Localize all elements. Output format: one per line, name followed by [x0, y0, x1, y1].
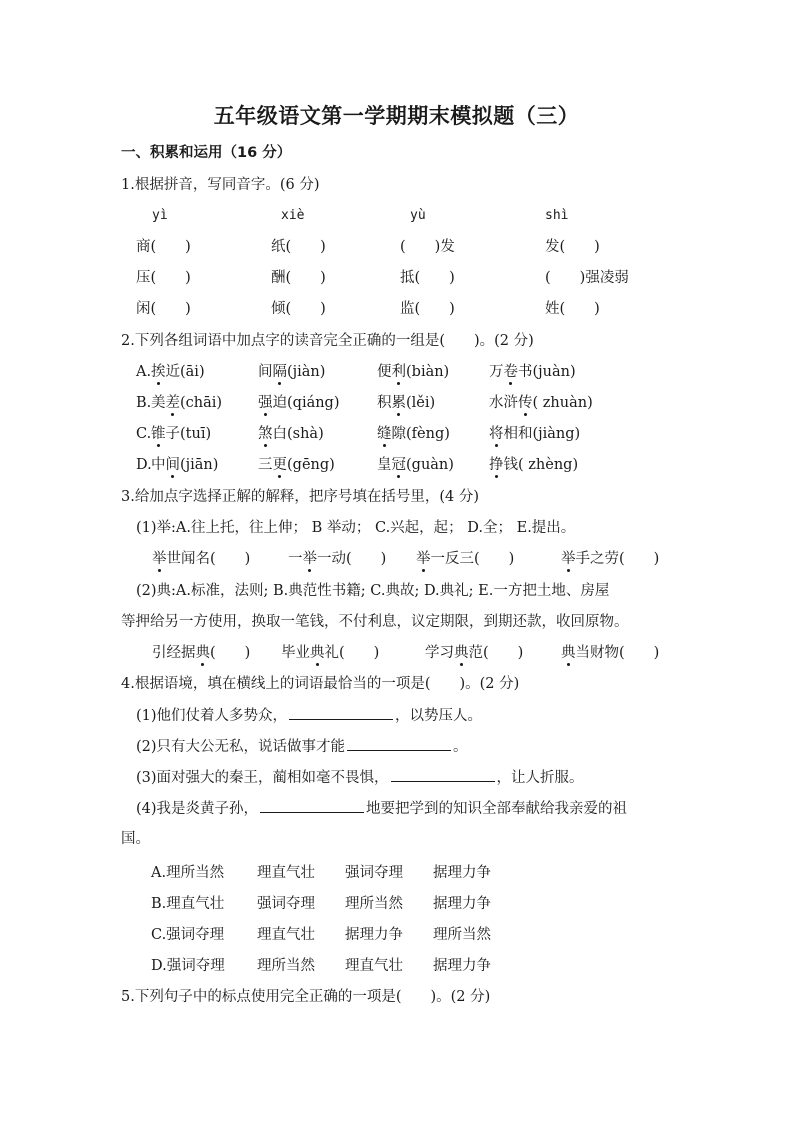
word-prefix: 中 [151, 457, 166, 473]
word-suffix: 子(tuī) [165, 426, 212, 442]
q4-s2-text-b: 。 [453, 739, 468, 755]
q1-cell: ( )发 [400, 239, 455, 255]
dotted-character: 煞 [258, 426, 273, 442]
q1-cell: 抵( ) [400, 270, 455, 286]
question-3-stem: 3.给加点字选择正解的解释，把序号填在括号里，(4 分) [121, 489, 479, 505]
question-2-stem: 2.下列各组词语中加点字的读音完全正确的一组是( )。(2 分) [121, 333, 534, 349]
q3-p2-item [425, 643, 523, 663]
word-suffix: 当财物( ) [575, 645, 660, 661]
q4-sentence-1 [136, 705, 482, 726]
q3-p2-word [281, 645, 379, 661]
dotted-character: 典 [454, 645, 469, 661]
q3-p2-word [152, 645, 250, 661]
q2-option-word-cell [489, 424, 580, 444]
dotted-character: 挣 [489, 457, 504, 473]
fill-blank[interactable] [289, 705, 393, 720]
q3-p1-item [561, 549, 659, 569]
dotted-character: 挨 [151, 364, 166, 380]
q4-option-phrase: 据理力争 [433, 865, 491, 881]
q2-option-word [489, 395, 593, 411]
dotted-character: 举 [416, 551, 431, 567]
dotted-character: 间 [165, 457, 180, 473]
q2-option-word [489, 426, 580, 442]
q2-option-word [258, 364, 325, 380]
dotted-character: 典 [310, 645, 325, 661]
q3-p1-item [152, 549, 250, 569]
q2-option-word [258, 395, 340, 411]
q4-s1-text-b: ，以势压人。 [395, 708, 483, 724]
q3-p2-item [281, 643, 379, 663]
word-suffix: 一动( ) [317, 551, 387, 567]
word-suffix: (jiàn) [287, 364, 326, 380]
q1-cell: 监( ) [400, 301, 455, 317]
q3-p2-word [561, 645, 659, 661]
q2-option-word-cell [151, 393, 222, 413]
q2-option-word [258, 457, 335, 473]
word-suffix: (jiān) [180, 457, 219, 473]
q1-cell: 酬( ) [271, 270, 326, 286]
fill-blank[interactable] [260, 798, 364, 813]
question-1-stem: 1.根据拼音，写同音字。(6 分) [121, 177, 320, 193]
q2-option-word-cell [258, 362, 325, 382]
q3-p2-item [152, 643, 250, 663]
word-prefix: 万 [489, 364, 504, 380]
q1-cell: 纸( ) [271, 239, 326, 255]
word-suffix: (gēng) [287, 457, 335, 473]
question-5-stem: 5.下列句子中的标点使用完全正确的一项是( )。(2 分) [121, 989, 491, 1005]
q4-option-phrase: 强词夺理 [345, 865, 403, 881]
dotted-character: 更 [272, 457, 287, 473]
q3-p1-word [152, 551, 250, 567]
dotted-character: 缝 [377, 426, 392, 442]
word-suffix: (biàn) [406, 364, 450, 380]
q2-option-word [377, 395, 435, 411]
q3-p2-word [425, 645, 523, 661]
q4-sentence-2 [136, 736, 468, 757]
q2-option-word-cell [377, 362, 449, 382]
q4-option-phrase: 据理力争 [433, 958, 491, 974]
q1-cell: 压( ) [136, 270, 191, 286]
page-title: 五年级语文第一学期期末模拟题（三） [213, 104, 580, 128]
q4-option-phrase: 理直气壮 [345, 958, 403, 974]
dotted-character: 隔 [272, 364, 287, 380]
q2-option-word-cell [377, 455, 454, 475]
q3-p1-word [288, 551, 386, 567]
q4-option-phrase: 据理力争 [433, 896, 491, 912]
pinyin-xie: xiè [281, 208, 305, 223]
q2-option-word-cell [151, 424, 211, 444]
q2-option-word-cell [151, 362, 205, 382]
word-prefix: 水浒 [489, 395, 518, 411]
q4-option-phrase: 理所当然 [257, 958, 315, 974]
dotted-character: 传 [518, 395, 533, 411]
q2-option-word-cell [377, 424, 450, 444]
dotted-character: 将 [489, 426, 504, 442]
q4-option-phrase: B.理直气壮 [151, 896, 225, 912]
q4-s4-text-b: 地要把学到的知识全部奉献给我亲爱的祖 [366, 801, 628, 817]
word-prefix: 三 [258, 457, 273, 473]
word-prefix: 引经据 [152, 645, 196, 661]
q2-option-word [489, 457, 578, 473]
q3-part1-definitions: (1)举:A.往上托，往上伸； B 举动； C.兴起，起； D.全； E.提出。 [136, 520, 576, 536]
q1-cell: ( )强凌弱 [545, 270, 629, 286]
word-suffix: 范( ) [468, 645, 524, 661]
q3-part2-definitions: (2)典:A.标准，法则; B.典范性书籍; C.典故; D.典礼; E.一方把土地、房屋 [136, 583, 610, 599]
q3-p1-item [288, 549, 386, 569]
q4-s3-text-a: (3)面对强大的秦王，蔺相如毫不畏惧， [136, 770, 389, 786]
dotted-character: 强 [258, 395, 273, 411]
q1-cell: 倾( ) [271, 301, 326, 317]
q2-option-label: C. [136, 426, 152, 442]
section-heading: 一、积累和运用（16 分） [121, 145, 292, 161]
q4-sentence-3 [136, 767, 584, 788]
q3-p1-word [561, 551, 659, 567]
word-prefix: 便 [377, 364, 392, 380]
q2-option-word [151, 395, 222, 411]
q1-cell: 姓( ) [545, 301, 600, 317]
q3-p1-item [416, 549, 514, 569]
word-prefix: 学习 [425, 645, 454, 661]
q1-cell: 闲( ) [136, 301, 191, 317]
q4-s2-text-a: (2)只有大公无私，说话做事才能 [136, 739, 346, 755]
word-suffix: 手之劳( ) [575, 551, 660, 567]
word-suffix: (chāi) [180, 395, 223, 411]
q2-option-word-cell [489, 393, 593, 413]
question-4-stem: 4.根据语境，填在横线上的词语最恰当的一项是( )。(2 分) [121, 676, 520, 692]
q1-cell: 发( ) [545, 239, 600, 255]
q4-s3-text-b: ，让人折服。 [496, 770, 584, 786]
dotted-character: 累 [391, 395, 406, 411]
q2-option-label: A. [136, 364, 152, 380]
q2-option-word [151, 426, 211, 442]
q4-option-phrase: 理所当然 [433, 927, 491, 943]
pinyin-yu: yù [410, 208, 426, 223]
q2-option-word-cell [151, 455, 218, 475]
word-suffix: 近(āi) [165, 364, 205, 380]
q4-option-phrase: A.理所当然 [151, 865, 225, 881]
dotted-character: 典 [195, 645, 210, 661]
word-prefix: 间 [258, 364, 273, 380]
q2-option-label: B. [136, 395, 152, 411]
q4-option-phrase: 理直气壮 [257, 865, 315, 881]
word-suffix: (guàn) [406, 457, 454, 473]
q2-option-word [377, 457, 454, 473]
q2-option-label: D. [136, 457, 152, 473]
q4-option-phrase: D.强词夺理 [151, 958, 225, 974]
word-prefix: 皇 [377, 457, 392, 473]
q4-sentence-4-cont: 国。 [121, 831, 150, 847]
q4-option-phrase: 强词夺理 [257, 896, 315, 912]
word-suffix: 书(juàn) [518, 364, 576, 380]
dotted-character: 举 [302, 551, 317, 567]
word-suffix: 礼( ) [324, 645, 380, 661]
fill-blank[interactable] [347, 736, 451, 751]
word-prefix: 美 [151, 395, 166, 411]
fill-blank[interactable] [391, 767, 495, 782]
word-suffix: 钱( zhèng) [503, 457, 579, 473]
dotted-character: 卷 [503, 364, 518, 380]
q2-option-word-cell [258, 393, 340, 413]
dotted-character: 举 [561, 551, 576, 567]
word-prefix: 一 [288, 551, 303, 567]
q4-s1-text-a: (1)他们仗着人多势众， [136, 708, 288, 724]
q2-option-word-cell [258, 424, 324, 444]
word-prefix: 积 [377, 395, 392, 411]
word-suffix: 白(shà) [272, 426, 324, 442]
q2-option-word [258, 426, 324, 442]
q3-p2-item [561, 643, 659, 663]
q3-part2-definitions-cont: 等押给另一方使用，换取一笔钱，不付利息，议定期限，到期还款，收回原物。 [121, 614, 629, 630]
q4-s4-text-a: (4)我是炎黄子孙， [136, 801, 259, 817]
word-suffix: ( zhuàn) [532, 395, 593, 411]
q2-option-word [489, 364, 576, 380]
q2-option-word [151, 457, 218, 473]
q4-option-phrase: 据理力争 [345, 927, 403, 943]
q4-option-phrase: C.强词夺理 [151, 927, 225, 943]
q2-option-word-cell [489, 455, 578, 475]
q2-option-word [377, 364, 449, 380]
word-suffix: 迫(qiáng) [272, 395, 340, 411]
q3-p1-word [416, 551, 514, 567]
dotted-character: 典 [561, 645, 576, 661]
word-suffix: 隙(fèng) [391, 426, 450, 442]
word-prefix: 毕业 [281, 645, 310, 661]
dotted-character: 差 [165, 395, 180, 411]
dotted-character: 冠 [391, 457, 406, 473]
dotted-character: 举 [152, 551, 167, 567]
q2-option-word-cell [377, 393, 435, 413]
q4-option-phrase: 理直气壮 [257, 927, 315, 943]
dotted-character: 利 [391, 364, 406, 380]
word-suffix: (lěi) [406, 395, 436, 411]
dotted-character: 锥 [151, 426, 166, 442]
q2-option-word [377, 426, 450, 442]
pinyin-shi: shì [545, 208, 569, 223]
word-suffix: 一反三( ) [430, 551, 515, 567]
word-suffix: ( ) [210, 645, 251, 661]
q2-option-word [151, 364, 205, 380]
q2-option-word-cell [489, 362, 576, 382]
pinyin-yi: yì [152, 208, 168, 223]
q2-option-word-cell [258, 455, 335, 475]
q4-option-phrase: 理所当然 [345, 896, 403, 912]
word-suffix: 相和(jiàng) [503, 426, 581, 442]
word-suffix: 世闻名( ) [166, 551, 251, 567]
q4-sentence-4 [136, 798, 627, 819]
q1-cell: 商( ) [136, 239, 191, 255]
